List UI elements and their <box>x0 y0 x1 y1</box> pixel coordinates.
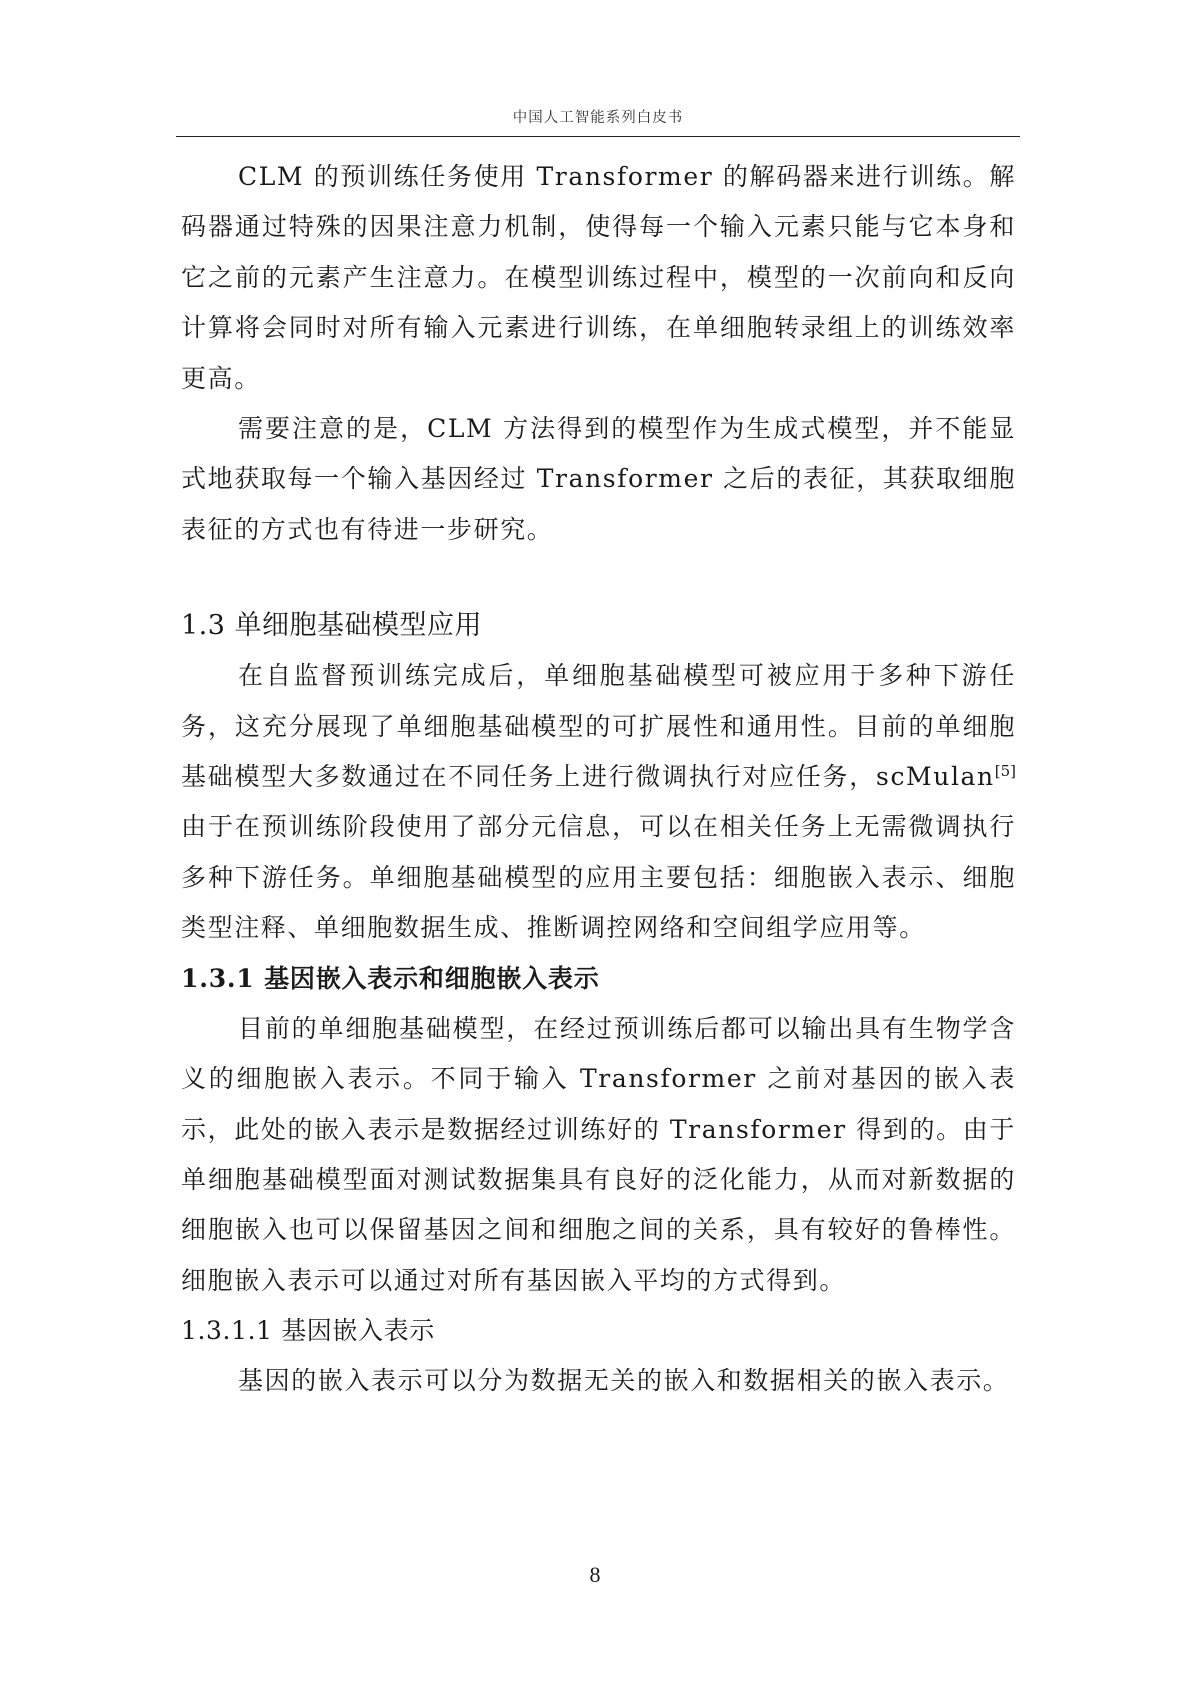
paragraph-applications <box>181 651 1016 953</box>
page-body <box>181 152 1016 1407</box>
paragraph-clm-note: 需要注意的是，CLM 方法得到的模型作为生成式模型，并不能显式地获取每一个输入基因经过 Transformer 之后的表征，其获取细胞表征的方式也有待进一步研究。 <box>181 414 1016 544</box>
paragraph-gene-embedding: 基因的嵌入表示可以分为数据无关的嵌入和数据相关的嵌入表示。 <box>238 1366 1010 1396</box>
header-rule <box>176 136 1020 137</box>
paragraph-applications-part1: 在自监督预训练完成后，单细胞基础模型可被应用于多种下游任务，这充分展现了单细胞基础模型的可扩展性和通用性。目前的单细胞基础模型大多数通过在不同任务上进行微调执行对应任务，scMulan <box>181 661 1016 792</box>
page-number: 8 <box>589 1562 601 1587</box>
section-heading-1-3: 1.3 单细胞基础模型应用 <box>181 610 483 642</box>
paragraph-applications-part2: 由于在预训练阶段使用了部分元信息，可以在相关任务上无需微调执行多种下游任务。单细胞基础模型的应用主要包括：细胞嵌入表示、细胞类型注释、单细胞数据生成、推断调控网络和空间组学应用等。 <box>181 812 1016 943</box>
running-header: 中国人工智能系列白皮书 <box>512 110 684 126</box>
citation-ref: [5] <box>994 762 1016 781</box>
section-heading-1-3-1: 1.3.1 基因嵌入表示和细胞嵌入表示 <box>181 963 600 993</box>
section-heading-1-3-1-1: 1.3.1.1 基因嵌入表示 <box>181 1316 435 1346</box>
paragraph-cell-embedding: 目前的单细胞基础模型，在经过预训练后都可以输出具有生物学含义的细胞嵌入表示。不同于输入 Transformer 之前对基因的嵌入表示，此处的嵌入表示是数据经过训练好的 Transformer 得到的。由于单细胞基础模型面对测试数据集具有良好的泛化能力，从而对新数据的细胞嵌入也可以保留基因之间和细胞之间的关系，具有较好的鲁棒性。细胞嵌入表示可以通过对所有基因嵌入平均的方式得到。 <box>181 1013 1016 1295</box>
paragraph-clm-training: CLM 的预训练任务使用 Transformer 的解码器来进行训练。解码器通过特殊的因果注意力机制，使得每一个输入元素只能与它本身和它之前的元素产生注意力。在模型训练过程中，模型的一次前向和反向计算将会同时对所有输入元素进行训练，在单细胞转录组上的训练效率更高。 <box>181 162 1016 393</box>
